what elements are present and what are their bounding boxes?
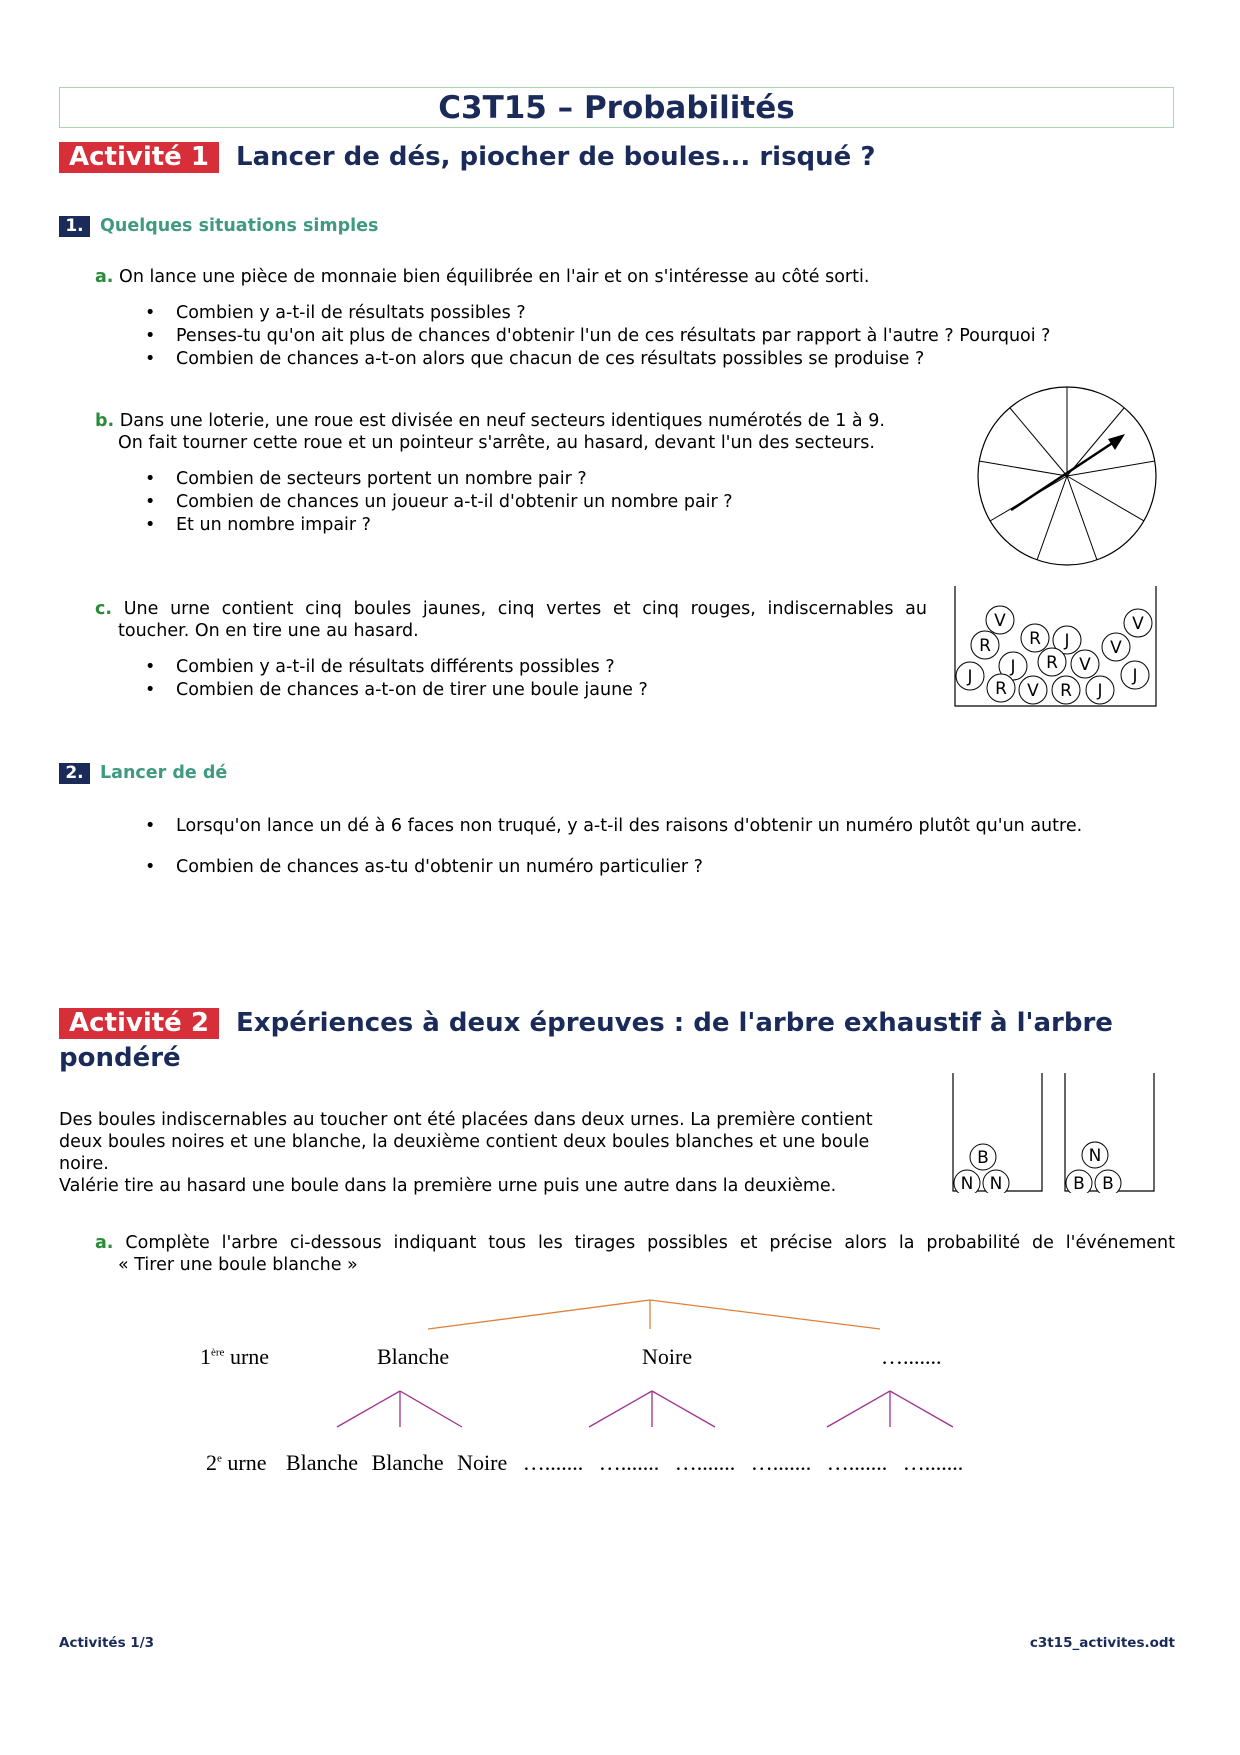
tree-leaf: …....... — [598, 1450, 660, 1475]
svg-text:V: V — [1110, 638, 1122, 658]
ball — [1052, 676, 1080, 704]
tree-leaf: …....... — [674, 1450, 736, 1475]
tree-row-1-base: 1 — [200, 1344, 211, 1369]
question-c-bullets — [145, 656, 648, 702]
svg-text:R: R — [1029, 629, 1041, 649]
ball — [954, 1170, 980, 1193]
section-2-number: 2. — [59, 763, 90, 784]
svg-text:N: N — [1088, 1146, 1102, 1166]
list-item: • Combien de chances un joueur a-t-il d'obtenir un nombre pair ? — [145, 491, 733, 514]
svg-text:J: J — [1010, 657, 1016, 677]
ball — [956, 662, 984, 690]
tree-row-1-sup: ère — [211, 1346, 225, 1359]
ball — [970, 1144, 996, 1170]
question-c-letter: c. — [95, 599, 113, 619]
list-item: • Combien y a-t-il de résultats différents possibles ? — [145, 656, 648, 679]
ball — [971, 631, 999, 659]
urn-fifteen-balls-figure — [954, 586, 1158, 708]
question-b-text-1: Dans une loterie, une roue est divisée en neuf secteurs identiques numérotés de 1 à 9. — [119, 411, 885, 431]
tree-row-2 — [206, 1450, 963, 1476]
section-1-heading — [59, 216, 378, 237]
question-b — [95, 410, 885, 432]
ball — [1102, 633, 1130, 661]
svg-text:B: B — [1102, 1174, 1114, 1193]
svg-text:J: J — [1064, 631, 1070, 651]
ball — [1124, 609, 1152, 637]
ball — [987, 674, 1015, 702]
tree-row-2-suffix: urne — [221, 1450, 267, 1475]
svg-text:B: B — [1073, 1174, 1085, 1193]
question-a-bullets — [145, 302, 1050, 371]
svg-text:R: R — [1046, 653, 1058, 673]
list-item: • Lorsqu'on lance un dé à 6 faces non truqué, y a-t-il des raisons d'obtenir un numéro plutôt qu'un autre. — [145, 815, 1082, 838]
svg-text:B: B — [977, 1148, 989, 1168]
tree-row-1-label — [200, 1344, 269, 1370]
list-item: • Combien de chances as-tu d'obtenir un numéro particulier ? — [145, 856, 1082, 879]
tree-leaf: …....... — [902, 1450, 964, 1475]
lottery-wheel-figure — [975, 384, 1160, 569]
ball — [1082, 1142, 1108, 1168]
tree-leaf: …....... — [826, 1450, 888, 1475]
activity-2-title-2: pondéré — [59, 1043, 181, 1073]
svg-text:R: R — [979, 636, 991, 656]
tree-leaf: Noire — [457, 1450, 508, 1475]
list-item: • Combien de chances a-t-on alors que chacun de ces résultats possibles se produise ? — [145, 348, 1050, 371]
question-a-letter: a. — [95, 267, 114, 287]
ball — [1021, 624, 1049, 652]
list-item: • Et un nombre impair ? — [145, 514, 733, 537]
question-b-text-2: On fait tourner cette roue et un pointeur s'arrête, au hasard, devant l'un des secteurs. — [118, 433, 875, 453]
ball — [1019, 676, 1047, 704]
footer-page-label: Activités 1/3 — [59, 1635, 155, 1651]
list-item: • Combien y a-t-il de résultats possibles ? — [145, 302, 1050, 325]
svg-text:J: J — [967, 667, 973, 687]
activity-2-question-a — [95, 1232, 1175, 1254]
tree-row-2-base: 2 — [206, 1450, 217, 1475]
svg-text:N: N — [989, 1174, 1003, 1193]
tree-leaf: Blanche — [371, 1450, 444, 1475]
tree-row-2-sup: e — [217, 1452, 222, 1465]
activity-2-question-a-text-2: « Tirer une boule blanche » — [118, 1255, 358, 1275]
question-a — [95, 266, 869, 288]
ball — [986, 606, 1014, 634]
ball — [983, 1170, 1009, 1193]
tree-row-1-suffix: urne — [224, 1344, 270, 1369]
svg-text:N: N — [960, 1174, 974, 1193]
svg-text:R: R — [995, 679, 1007, 699]
activity-2-heading — [59, 1007, 1179, 1077]
activity-2-label: Activité 2 — [59, 1008, 219, 1039]
activity-2-question-a-text-1: Complète l'arbre ci-dessous indiquant tous les tirages possibles et précise alors la probabilité de l'événement — [125, 1233, 1175, 1253]
question-a-text: On lance une pièce de monnaie bien équilibrée en l'air et on s'intéresse au côté sorti. — [119, 267, 870, 287]
activity-2-title-1: Expériences à deux épreuves : de l'arbre exhaustif à l'arbre — [236, 1008, 1113, 1038]
ball — [1038, 648, 1066, 676]
section-1-number: 1. — [59, 216, 90, 237]
ball — [1086, 676, 1114, 704]
tree-leaf: …....... — [522, 1450, 584, 1475]
page-title: C3T15 – Probabilités — [59, 87, 1174, 128]
question-b-letter: b. — [95, 411, 115, 431]
intro-line: Valérie tire au hasard une boule dans la première urne puis une autre dans la deuxième. — [59, 1176, 837, 1196]
list-item: • Combien de chances a-t-on de tirer une boule jaune ? — [145, 679, 648, 702]
section-1-title: Quelques situations simples — [100, 216, 379, 236]
svg-text:V: V — [1079, 655, 1091, 675]
activity-1-label: Activité 1 — [59, 142, 219, 173]
svg-text:R: R — [1060, 681, 1072, 701]
activity-1-title: Lancer de dés, piocher de boules... risqué ? — [236, 142, 876, 172]
tree-node-blank: …....... — [881, 1344, 942, 1369]
activity-1-heading — [59, 142, 875, 173]
ball — [1095, 1170, 1121, 1193]
footer-filename: c3t15_activites.odt — [1029, 1635, 1175, 1651]
svg-text:J: J — [1097, 681, 1103, 701]
ball — [1066, 1170, 1092, 1193]
ball — [1071, 650, 1099, 678]
tree-leaf: Blanche — [285, 1450, 359, 1475]
intro-line: Des boules indiscernables au toucher ont été placées dans deux urnes. La première contient — [59, 1110, 873, 1130]
svg-text:V: V — [1132, 614, 1144, 634]
activity-2-intro — [59, 1109, 873, 1197]
intro-line: noire. — [59, 1154, 109, 1174]
tree-node-noire: Noire — [642, 1344, 693, 1369]
tree-node-blanche: Blanche — [377, 1344, 450, 1369]
section-2-title: Lancer de dé — [100, 763, 228, 783]
ball — [1121, 661, 1149, 689]
question-c-text-1: Une urne contient cinq boules jaunes, cinq vertes et cinq rouges, indiscernables au — [123, 599, 927, 619]
svg-text:J: J — [1132, 666, 1138, 686]
list-item: • Combien de secteurs portent un nombre pair ? — [145, 468, 733, 491]
question-c — [95, 598, 927, 620]
svg-text:V: V — [1027, 681, 1039, 701]
section-2-heading — [59, 763, 227, 784]
tree-leaf: …....... — [750, 1450, 812, 1475]
two-urns-figure — [952, 1073, 1162, 1193]
svg-text:V: V — [994, 611, 1006, 631]
intro-line: deux boules noires et une blanche, la deuxième contient deux boules blanches et une boule — [59, 1132, 870, 1152]
probability-tree-lines — [0, 1290, 1240, 1450]
activity-2-question-a-letter: a. — [95, 1233, 114, 1253]
question-c-text-2: toucher. On en tire une au hasard. — [118, 621, 419, 641]
list-item: • Penses-tu qu'on ait plus de chances d'obtenir l'un de ces résultats par rapport à l'autre ? Pourquoi ? — [145, 325, 1050, 348]
section-2-bullets — [145, 815, 1082, 879]
question-b-bullets — [145, 468, 733, 537]
